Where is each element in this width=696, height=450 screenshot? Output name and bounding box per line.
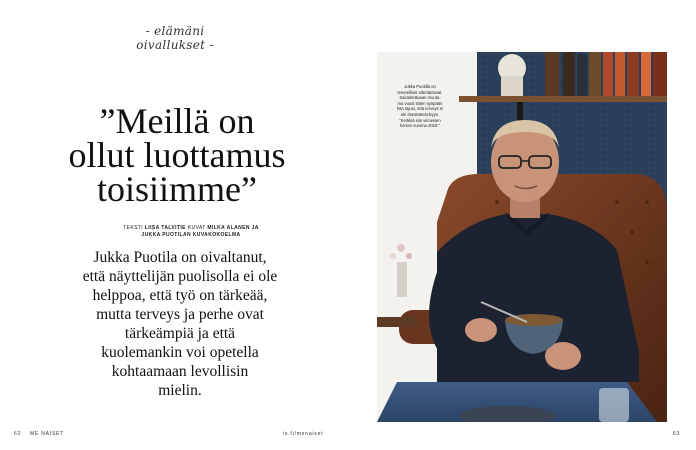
- lede-paragraph: [70, 248, 290, 400]
- folio-url: is.fi/menaiset: [283, 431, 324, 437]
- credit-label-photos: KUVAT: [187, 225, 206, 231]
- headline-line-2: ollut luottamus: [68, 135, 286, 175]
- caption-line: kerran vuonna 2019.”: [400, 123, 440, 129]
- headline: [62, 101, 292, 209]
- caption-line: Jukka Puotilla on: [404, 84, 436, 89]
- lede-line: helppoa, että työ on tärkeää,: [92, 287, 268, 304]
- headline-line-1: ”Meillä on: [99, 101, 255, 141]
- page-number-left: 62: [14, 431, 22, 437]
- caption-line: Sairastettuaan muuta-: [399, 95, 441, 101]
- lede-line: kohtaamaan levollisin: [111, 363, 249, 380]
- lede-line: mielin.: [158, 382, 202, 399]
- headline-line-3: toisiimme”: [97, 169, 257, 209]
- lede-line: että näyttelijän puolisolla ei ole: [82, 268, 278, 285]
- lede-line: Jukka Puotila on oivaltanut,: [93, 249, 267, 266]
- magazine-name: ME NAISET: [29, 431, 65, 437]
- credit-label-text: TEKSTI: [123, 225, 144, 231]
- credit-collection: JUKKA PUOTILAN KUVAKOKOELMA: [141, 232, 241, 238]
- lede-line: mutta terveys ja perhe ovat: [96, 306, 264, 323]
- credit-writer: LIISA TALVITIE: [144, 225, 186, 231]
- lede-line: tärkeämpiä ja että: [124, 325, 236, 342]
- caption-line: ma vuosi sitten syöpään: [397, 100, 443, 106]
- page-number-right: 63: [673, 431, 681, 437]
- caption-line: ”Kerkkiä siin viimeisen: [399, 117, 441, 123]
- photo-caption: [389, 84, 451, 129]
- lede-line: kuolemankin voi opetella: [101, 344, 259, 361]
- byline-credits: [116, 225, 266, 239]
- caption-line: terveelliset elämäntavat.: [397, 89, 443, 95]
- credit-photographer: MILKA ALANEN JA: [207, 225, 259, 231]
- folio-left: [14, 431, 64, 437]
- caption-line: ole itsestäänselvyys.: [400, 111, 440, 117]
- caption-line: hän tajusi, että terveys ei: [396, 106, 444, 112]
- section-tag: - elämäni oivallukset -: [136, 24, 214, 52]
